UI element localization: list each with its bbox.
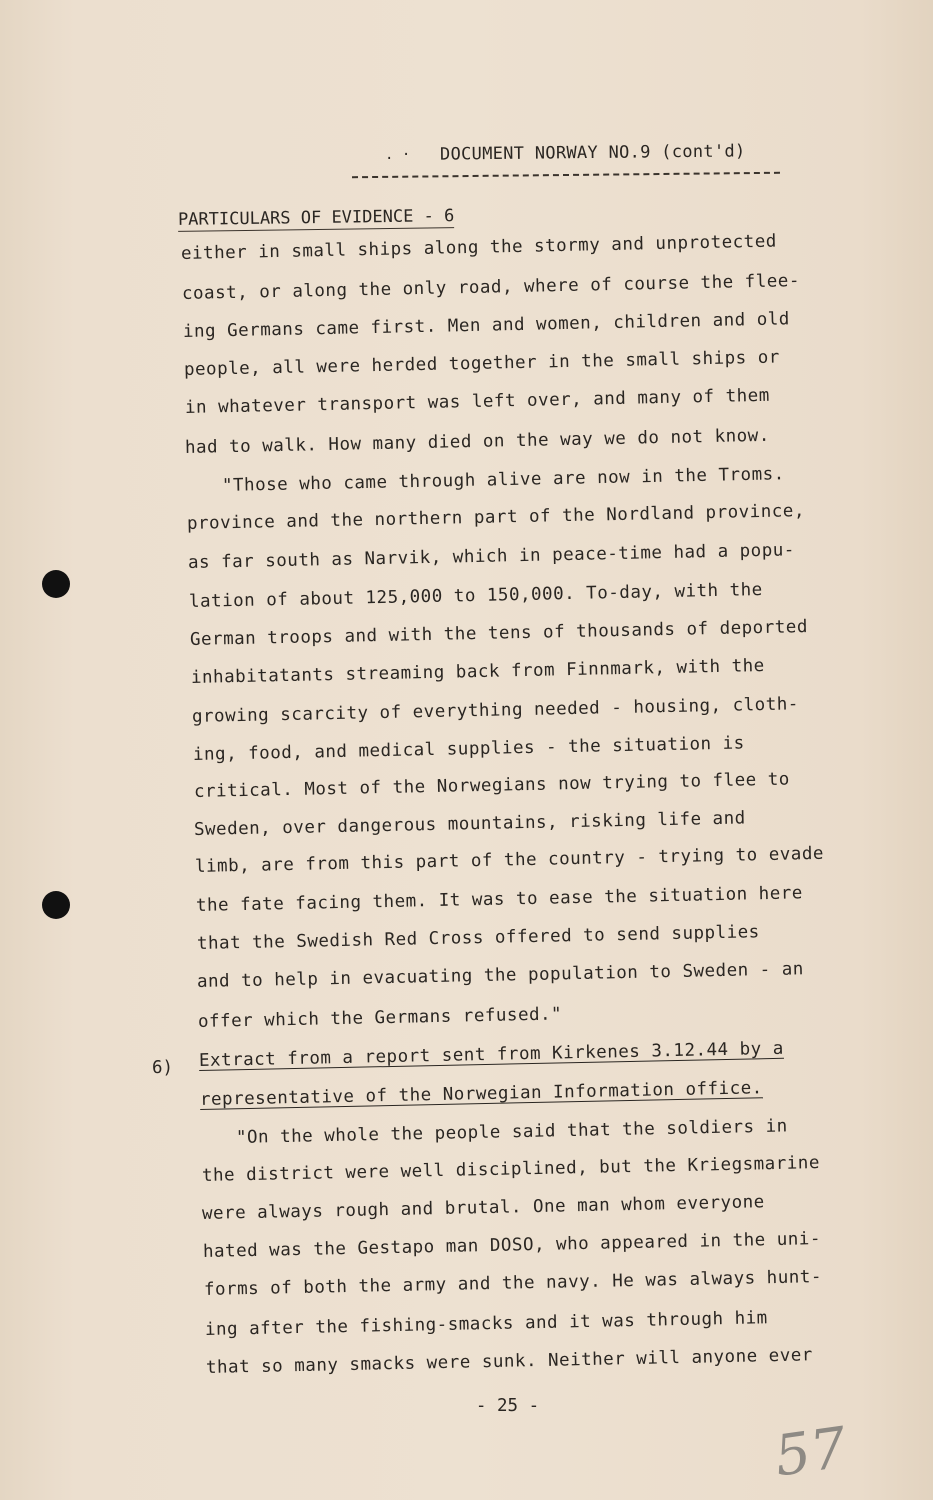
item-heading-line: representative of the Norwegian Information office.: [199, 1078, 763, 1110]
body-line: in whatever transport was left over, and many of them: [184, 385, 770, 418]
quote-line: "On the whole the people said that the soldiers in: [235, 1116, 788, 1148]
section-title: PARTICULARS OF EVIDENCE - 6: [177, 206, 455, 230]
punch-hole: [42, 570, 70, 598]
header-divider: [352, 172, 780, 178]
body-line: province and the northern part of the Nordland province,: [186, 501, 806, 534]
handwritten-annotation: 57: [770, 1415, 851, 1490]
quote-line: forms of both the army and the navy. He was always hunt-: [203, 1267, 823, 1300]
quote-line: were always rough and brutal. One man whom everyone: [201, 1192, 765, 1224]
body-line: people, all were herded together in the small ships or: [183, 347, 781, 380]
body-line: German troops and with the tens of thousands of deported: [189, 617, 809, 650]
body-line: and to help in evacuating the population to Sweden - an: [196, 959, 805, 992]
item-heading-line: Extract from a report sent from Kirkenes 3.12.44 by a: [198, 1038, 784, 1071]
body-line: critical. Most of the Norwegians now trying to flee to: [193, 769, 791, 802]
body-line: ing Germans came first. Men and women, children and old: [182, 309, 791, 342]
body-line: offer which the Germans refused.": [197, 1004, 563, 1032]
quote-line: the district were well disciplined, but the Kriegsmarine: [201, 1153, 821, 1186]
body-line: inhabitatants streaming back from Finnmark, with the: [190, 655, 765, 688]
body-line: Sweden, over dangerous mountains, risking life and: [193, 808, 746, 840]
body-line: as far south as Narvik, which in peace-time had a popu-: [187, 540, 796, 573]
quote-line: that so many smacks were sunk. Neither will anyone ever: [205, 1345, 814, 1378]
page-number: - 25 -: [475, 1396, 540, 1416]
document-header: DOCUMENT NORWAY NO.9 (cont'd): [439, 141, 746, 165]
body-line: had to walk. How many died on the way we do not know.: [184, 425, 770, 458]
body-line: "Those who came through alive are now in the Troms.: [221, 464, 785, 496]
quote-line: hated was the Gestapo man DOSO, who appeared in the uni-: [202, 1229, 822, 1262]
punch-hole: [42, 891, 70, 919]
header-mark: . ·: [385, 147, 411, 163]
body-line: the fate facing them. It was to ease the situation here: [195, 883, 804, 916]
item-number: 6): [152, 1058, 174, 1078]
body-line: growing scarcity of everything needed - housing, cloth-: [191, 694, 800, 727]
body-line: that the Swedish Red Cross offered to send supplies: [196, 922, 760, 954]
body-line: ing, food, and medical supplies - the situation is: [192, 733, 745, 765]
body-line: either in small ships along the stormy and unprotected: [180, 231, 778, 264]
body-line: lation of about 125,000 to 150,000. To-day, with the: [188, 579, 763, 612]
quote-line: ing after the fishing-smacks and it was through him: [204, 1308, 768, 1340]
body-line: limb, are from this part of the country - trying to evade: [194, 843, 825, 877]
body-line: coast, or along the only road, where of course the flee-: [181, 271, 801, 304]
